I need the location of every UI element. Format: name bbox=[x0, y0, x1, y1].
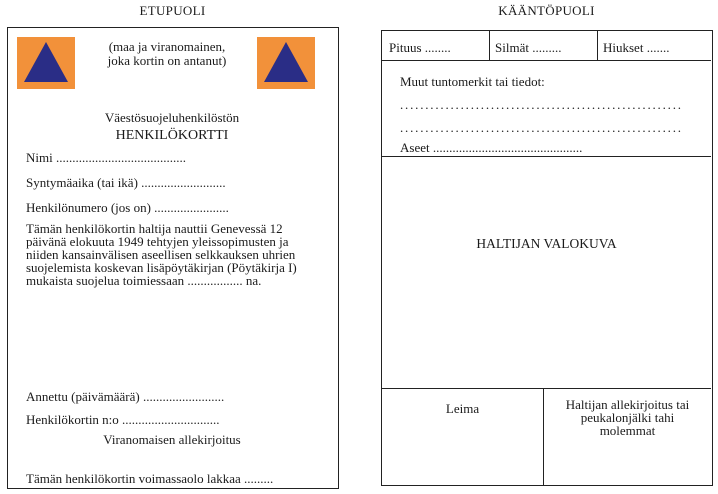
row-divider bbox=[382, 60, 711, 61]
card-title: HENKILÖKORTTI bbox=[115, 128, 229, 143]
paragraph-line: Tämän henkilökortin haltija nauttii Genevessä 12 bbox=[26, 221, 283, 236]
row-divider bbox=[382, 156, 711, 157]
holder-signature-line-1: Haltijan allekirjoitus tai bbox=[565, 397, 690, 412]
paragraph-line: päivänä elokuuta 1949 tehtyjen yleissopimusten ja bbox=[26, 234, 289, 249]
issuer-line-2: joka kortin on antanut) bbox=[107, 53, 227, 68]
field-name: Nimi ........................................ bbox=[26, 150, 186, 165]
photo-area-label: HALTIJAN VALOKUVA bbox=[476, 236, 617, 251]
field-height: Pituus ........ bbox=[389, 40, 451, 55]
other-marks-line-2: ........................................................ bbox=[400, 120, 683, 135]
field-card-number: Henkilökortin n:o .............................. bbox=[26, 412, 220, 427]
column-divider bbox=[489, 31, 490, 61]
paragraph-line: niiden kansainvälisen aseellisen selkkauksen uhrien bbox=[26, 247, 296, 262]
field-hair: Hiukset ....... bbox=[603, 40, 670, 55]
row-divider bbox=[382, 388, 711, 389]
other-marks-label: Muut tuntomerkit tai tiedot: bbox=[400, 74, 545, 89]
paragraph-line: suojelemista koskevan lisäpöytäkirjan (Pöytäkirja I) bbox=[26, 260, 297, 275]
back-card bbox=[381, 30, 713, 486]
back-heading: KÄÄNTÖPUOLI bbox=[498, 3, 595, 18]
other-marks-line-1: ........................................................ bbox=[400, 97, 683, 112]
field-eyes: Silmät ......... bbox=[495, 40, 562, 55]
field-weapons: Aseet .............................................. bbox=[400, 140, 583, 155]
holder-signature-line-3: molemmat bbox=[599, 423, 656, 438]
holder-signature-line-2: peukalonjälki tahi bbox=[580, 410, 675, 425]
stamp-area-label: Leima bbox=[445, 401, 480, 416]
column-divider bbox=[597, 31, 598, 61]
civil-defence-emblem-right bbox=[257, 37, 315, 89]
paragraph-line: mukaista suojelua toimiessaan ................. na. bbox=[26, 273, 262, 288]
blue-triangle-icon bbox=[17, 37, 75, 89]
card-subtitle: Väestösuojeluhenkilöstön bbox=[104, 110, 240, 125]
blue-triangle-icon bbox=[257, 37, 315, 89]
field-validity-end: Tämän henkilökortin voimassaolo lakkaa ......... bbox=[26, 471, 274, 486]
field-id-number: Henkilönumero (jos on) ....................... bbox=[26, 200, 229, 215]
civil-defence-emblem-left bbox=[17, 37, 75, 89]
front-card bbox=[7, 27, 339, 489]
issuer-line-1: (maa ja viranomainen, bbox=[108, 39, 226, 54]
authority-signature-label: Viranomaisen allekirjoitus bbox=[103, 432, 241, 447]
front-heading: ETUPUOLI bbox=[139, 3, 206, 18]
field-birth-date: Syntymäaika (tai ikä) .......................... bbox=[26, 175, 226, 190]
field-issued-date: Annettu (päivämäärä) ......................... bbox=[26, 389, 225, 404]
